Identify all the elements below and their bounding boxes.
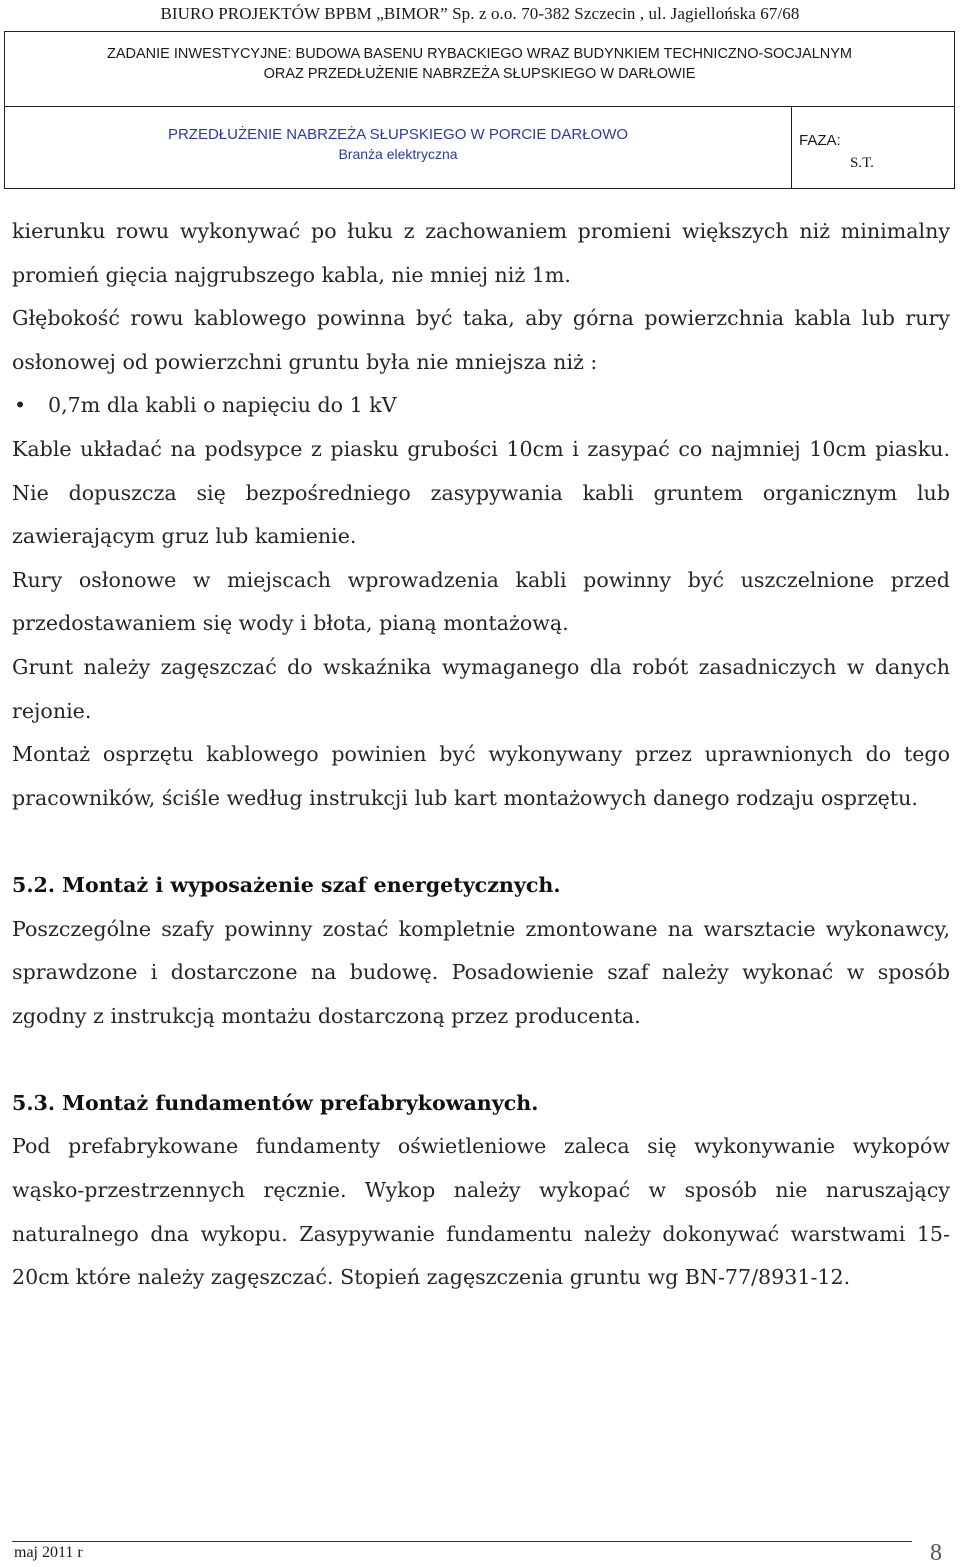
firm-header: BIURO PROJEKTÓW BPBM „BIMOR” Sp. z o.o. 70-382 Szczecin , ul. Jagiellońska 67/68: [160, 4, 800, 23]
task-cell: [5, 32, 954, 107]
section-heading-5-2: 5.2. Montaż i wyposażenie szaf energetycznych.: [12, 872, 561, 897]
paragraph: Pod prefabrykowane fundamenty oświetleniowe zaleca się wykonywanie wykopów wąsko-przestrzennych ręcznie. Wykop należy wykopać w sposób nie naruszający naturalnego dna wykopu. Zasypywanie fundamentu należy dokonywać warstwami 15-20cm które należy zagęszczać. Stopień zagęszczenia gruntu wg BN-77/8931-12.: [12, 1134, 950, 1290]
paragraph: Rury osłonowe w miejscach wprowadzenia kabli powinny być uszczelnione przed przedostawaniem się wody i błota, pianą montażową.: [12, 567, 950, 636]
phase-cell: [791, 106, 954, 188]
bullet-item: [12, 384, 950, 428]
paragraph: Poszczególne szafy powinny zostać kompletnie zmontowane na warsztacie wykonawcy, sprawdzone i dostarczone na budowę. Posadowienie szaf należy wykonać w sposób zgodny z instrukcją montażu dostarczoną przez producenta.: [12, 916, 950, 1028]
phase-value: S.T.: [850, 155, 874, 171]
document-body: [12, 210, 950, 1300]
spacer: [12, 820, 950, 864]
bullet-text: 0,7m dla kabli o napięciu do 1 kV: [48, 393, 397, 418]
phase-label: FAZA:: [799, 132, 841, 149]
task-line-2: ORAZ PRZEDŁUŻENIE NABRZEŻA SŁUPSKIEGO W DARŁOWIE: [263, 66, 696, 82]
page-number: 8: [930, 1540, 942, 1566]
title-block: [4, 31, 955, 189]
task-line-1: ZADANIE INWESTYCYJNE: BUDOWA BASENU RYBACKIEGO WRAZ BUDYNKIEM TECHNICZNO-SOCJALNYM: [107, 46, 852, 62]
project-subtitle: PRZEDŁUŻENIE NABRZEŻA SŁUPSKIEGO W PORCIE DARŁOWO: [167, 126, 629, 143]
branch-label: Branża elektryczna: [338, 146, 458, 162]
paragraph: Głębokość rowu kablowego powinna być taka, aby górna powierzchnia kabla lub rury osłonowej od powierzchni gruntu była nie mniejsza niż :: [12, 306, 950, 374]
spacer: [12, 1038, 950, 1082]
paragraph: Montaż osprzętu kablowego powinien być wykonywany przez uprawnionych do tego pracowników, ściśle według instrukcji lub kart montażowych danego rodzaju osprzętu.: [12, 742, 950, 810]
bullet-marker: •: [14, 393, 27, 418]
paragraph: Kable układać na podsypce z piasku grubości 10cm i zasypać co najmniej 10cm piasku. Nie dopuszcza się bezpośredniego zasypywania kabli gruntem organicznym lub zawierającym gruz lub kamienie.: [12, 436, 950, 549]
title-block-bottom: [5, 106, 954, 188]
paragraph: Grunt należy zagęszczać do wskaźnika wymaganego dla robót zasadniczych w danych rejonie.: [12, 654, 950, 723]
paragraph: kierunku rowu wykonywać po łuku z zachowaniem promieni większych niż minimalny promień gięcia najgrubszego kabla, nie mniej niż 1m.: [12, 219, 950, 287]
section-heading-5-3: 5.3. Montaż fundamentów prefabrykowanych.: [12, 1090, 539, 1115]
footer-date: maj 2011 r: [14, 1544, 83, 1561]
footer-rule: [12, 1541, 912, 1542]
project-cell: [5, 106, 792, 188]
